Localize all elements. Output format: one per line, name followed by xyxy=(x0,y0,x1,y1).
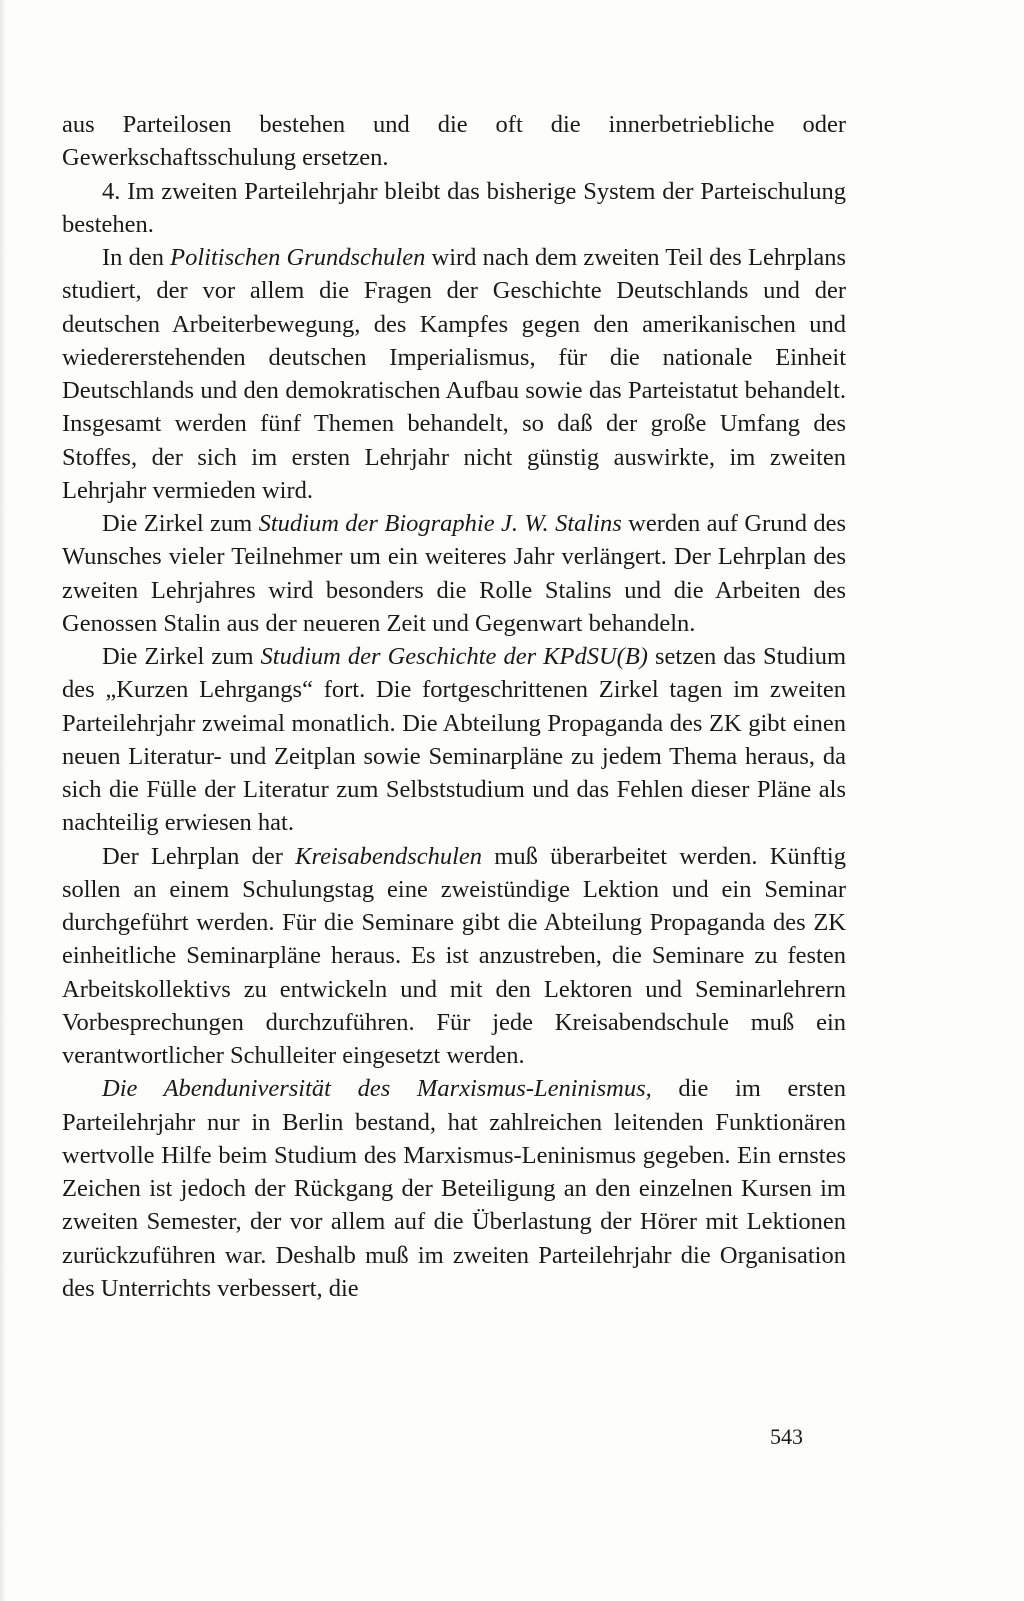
italic-text-segment: Die Abenduniversität des Marxismus-Leninismus, xyxy=(102,1075,652,1103)
text-segment: die im ersten Parteilehrjahr nur in Berlin bestand, hat zahlreichen leitenden Funktionären wertvolle Hilfe beim Studium des Marxismus-Leninismus gegeben. Ein ernstes Zeichen ist jedoch der Rückgang der Beteiligung an den einzelnen Kursen im zweiten Semester, der vor allem auf die Überlastung der Hörer mit Lektionen zurückzuführen war. Deshalb muß im zweiten Parteilehrjahr die Organisation des Unterrichts verbessert, die xyxy=(62,1075,846,1302)
paragraph xyxy=(62,175,846,242)
text-segment: muß überarbeitet werden. Künftig sollen an einem Schulungstag eine zweistündige Lektion und ein Seminar durchgeführt werden. Für die Seminare gibt die Abteilung Propaganda des ZK einheitliche Seminarpläne heraus. Es ist anzustreben, die Seminare zu festen Arbeitskollektivs zu entwickeln und mit den Lektoren und Seminarlehrern Vorbesprechungen durchzuführen. Für jede Kreisabendschule muß ein verantwortlicher Schulleiter eingesetzt werden. xyxy=(62,842,846,1069)
scan-edge-shadow xyxy=(0,0,6,1601)
paragraph xyxy=(62,1072,846,1305)
text-segment: Die Zirkel zum xyxy=(102,643,261,670)
italic-text-segment: Kreisabendschulen xyxy=(295,842,483,870)
italic-text-segment: Studium der Geschichte der KPdSU(B) xyxy=(260,643,648,670)
body-text xyxy=(62,108,846,1305)
text-segment: Der Lehrplan der xyxy=(102,842,296,870)
paragraph xyxy=(62,640,846,840)
italic-text-segment: Studium der Biographie J. W. Stalins xyxy=(258,510,622,537)
text-segment: setzen das Studium des „Kurzen Lehrgangs“ fort. Die fortgeschrittenen Zirkel tagen im zweiten Parteilehrjahr zweimal monatlich. Die Abteilung Propaganda des ZK gibt einen neuen Literatur- und Zeitplan sowie Seminarpläne zu jedem Thema heraus, da sich die Fülle der Literatur zum Selbststudium und das Fehlen dieser Pläne als nachteilig erwiesen hat. xyxy=(62,643,847,837)
paragraph xyxy=(62,840,846,1073)
paragraph xyxy=(62,241,846,507)
paragraph xyxy=(62,108,846,175)
text-segment: aus Parteilosen bestehen und die oft die innerbetriebliche oder Gewerkschaftsschulung ersetzen. xyxy=(62,111,846,172)
text-segment: wird nach dem zweiten Teil des Lehrplans studiert, der vor allem die Fragen der Geschichte Deutschlands und der deutschen Arbeiterbewegung, des Kampfes gegen den amerikanischen und wiedererstehenden deutschen Imperialismus, für die nationale Einheit Deutschlands und den demokratischen Aufbau sowie das Parteistatut behandelt. Insgesamt werden fünf Themen behandelt, so daß der große Umfang des Stoffes, der sich im ersten Lehrjahr nicht günstig auswirkte, im zweiten Lehrjahr vermieden wird. xyxy=(62,244,846,504)
text-segment: werden auf Grund des Wunsches vieler Teilnehmer um ein weiteres Jahr verlängert. Der Lehrplan des zweiten Lehrjahres wird besonders die Rolle Stalins und die Arbeiten des Genossen Stalin aus der neueren Zeit und Gegenwart behandeln. xyxy=(62,510,846,637)
text-segment: Die Zirkel zum xyxy=(102,510,259,537)
paragraph xyxy=(62,507,846,640)
page-number: 543 xyxy=(770,1424,803,1449)
text-segment: 4. Im zweiten Parteilehrjahr bleibt das bisherige System der Parteischulung bestehen. xyxy=(62,177,846,238)
italic-text-segment: Politischen Grundschulen xyxy=(170,244,426,271)
text-segment: In den xyxy=(102,244,171,271)
